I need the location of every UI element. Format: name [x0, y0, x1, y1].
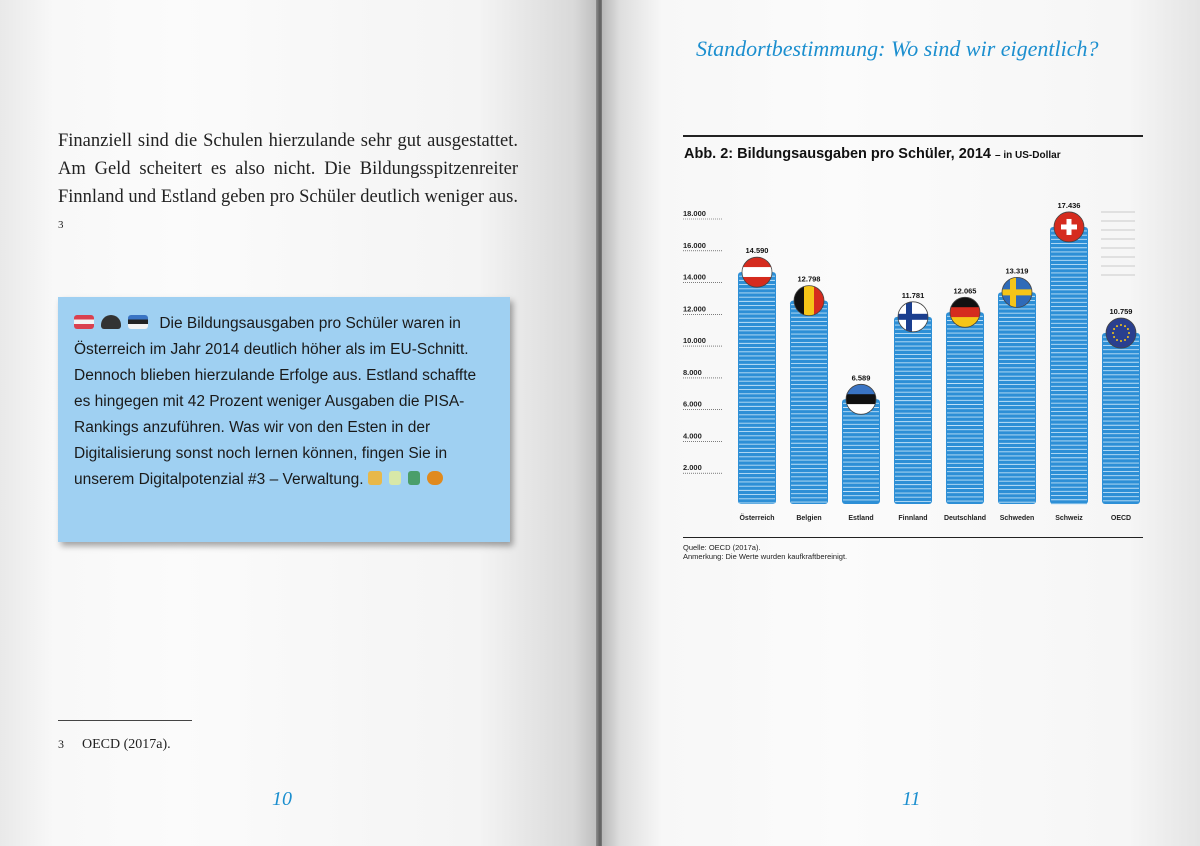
y-tick-label: 10.000 [683, 336, 706, 346]
footnote-divider [58, 720, 192, 721]
data-label: 14.590 [745, 246, 769, 256]
running-header: Standortbestimmung: Wo sind wir eigentlich? [696, 36, 1099, 61]
data-label: 17.436 [1057, 200, 1081, 210]
data-label: 10.759 [1109, 307, 1133, 317]
y-tick-label: 12.000 [683, 304, 706, 314]
page-number-right: 11 [902, 788, 921, 810]
plant-icon [408, 471, 420, 485]
chart-top-rule [683, 135, 1143, 137]
info-callout [58, 297, 510, 542]
footnote-ref: 3 [58, 219, 64, 231]
bar [1102, 333, 1140, 504]
chart-title: Abb. 2: Bildungsausgaben pro Schüler, 2014 – in US-Dollar [684, 146, 1061, 162]
chart-source [683, 543, 847, 561]
category-label: OECD [1110, 515, 1132, 522]
bar [790, 301, 828, 504]
note-line: Anmerkung: Die Werte wurden kaufkraftbereinigt. [683, 552, 848, 561]
callout-text: Die Bildungsausgaben pro Schüler waren in Österreich im Jahr 2014 deutlich höher als im EU-Schnitt. Dennoch blieben hierzulande Erfolge aus. Estland schaffte es hingegen mit 42 Prozent weniger Ausgaben die PISA-Rankings anzuführen. Was wir von den Esten in der Digitalisierung sonst noch lernen können, fingen Sie in unserem Digitalpotenzial #3 – Verwaltung. [74, 315, 477, 488]
category-label: Belgien [796, 515, 822, 522]
category-label: Schweden [999, 515, 1035, 522]
y-tick-label: 4.000 [683, 431, 702, 441]
building-icon [368, 471, 382, 485]
y-tick-label: 18.000 [683, 209, 706, 218]
austria-flag-icon [74, 315, 94, 329]
data-label: 6.589 [851, 373, 871, 383]
bar [842, 399, 880, 504]
data-label: 12.065 [953, 286, 977, 296]
footnote: 3 OECD (2017a). [58, 737, 171, 752]
chart-bottom-rule [683, 537, 1143, 538]
y-tick-label: 8.000 [683, 367, 702, 377]
estonia-flag-icon [128, 315, 148, 329]
y-tick-label: 14.000 [683, 272, 706, 282]
y-tick-label: 16.000 [683, 240, 706, 250]
document-icon [389, 471, 401, 485]
body-paragraph: Finanziell sind die Schulen hierzulande sehr gut ausgestattet. Am Geld scheitert es also nicht. Die Bildungsspitzenreiter Finnland und Estland geben pro Schüler deutlich weniger aus. $^3$ [58, 131, 518, 231]
data-label: 13.319 [1005, 266, 1029, 276]
source-line: Quelle: OECD (2017a). [683, 543, 761, 552]
y-tick-label: 6.000 [683, 399, 702, 409]
category-label: Deutschland [943, 515, 987, 522]
bar-chart [683, 168, 1143, 528]
graduation-cap-icon [101, 315, 121, 329]
y-tick-label: 2.000 [683, 463, 702, 473]
page-number: 10 [272, 788, 292, 810]
bar [998, 292, 1036, 504]
category-label: Schweiz [1055, 515, 1083, 522]
eyes-icon [427, 471, 443, 485]
left-page [0, 0, 598, 846]
data-label: 11.781 [901, 290, 925, 300]
category-label: Finnland [898, 515, 928, 522]
data-label: 12.798 [797, 274, 821, 284]
category-label: Österreich [739, 515, 775, 522]
category-label: Estland [848, 515, 874, 522]
